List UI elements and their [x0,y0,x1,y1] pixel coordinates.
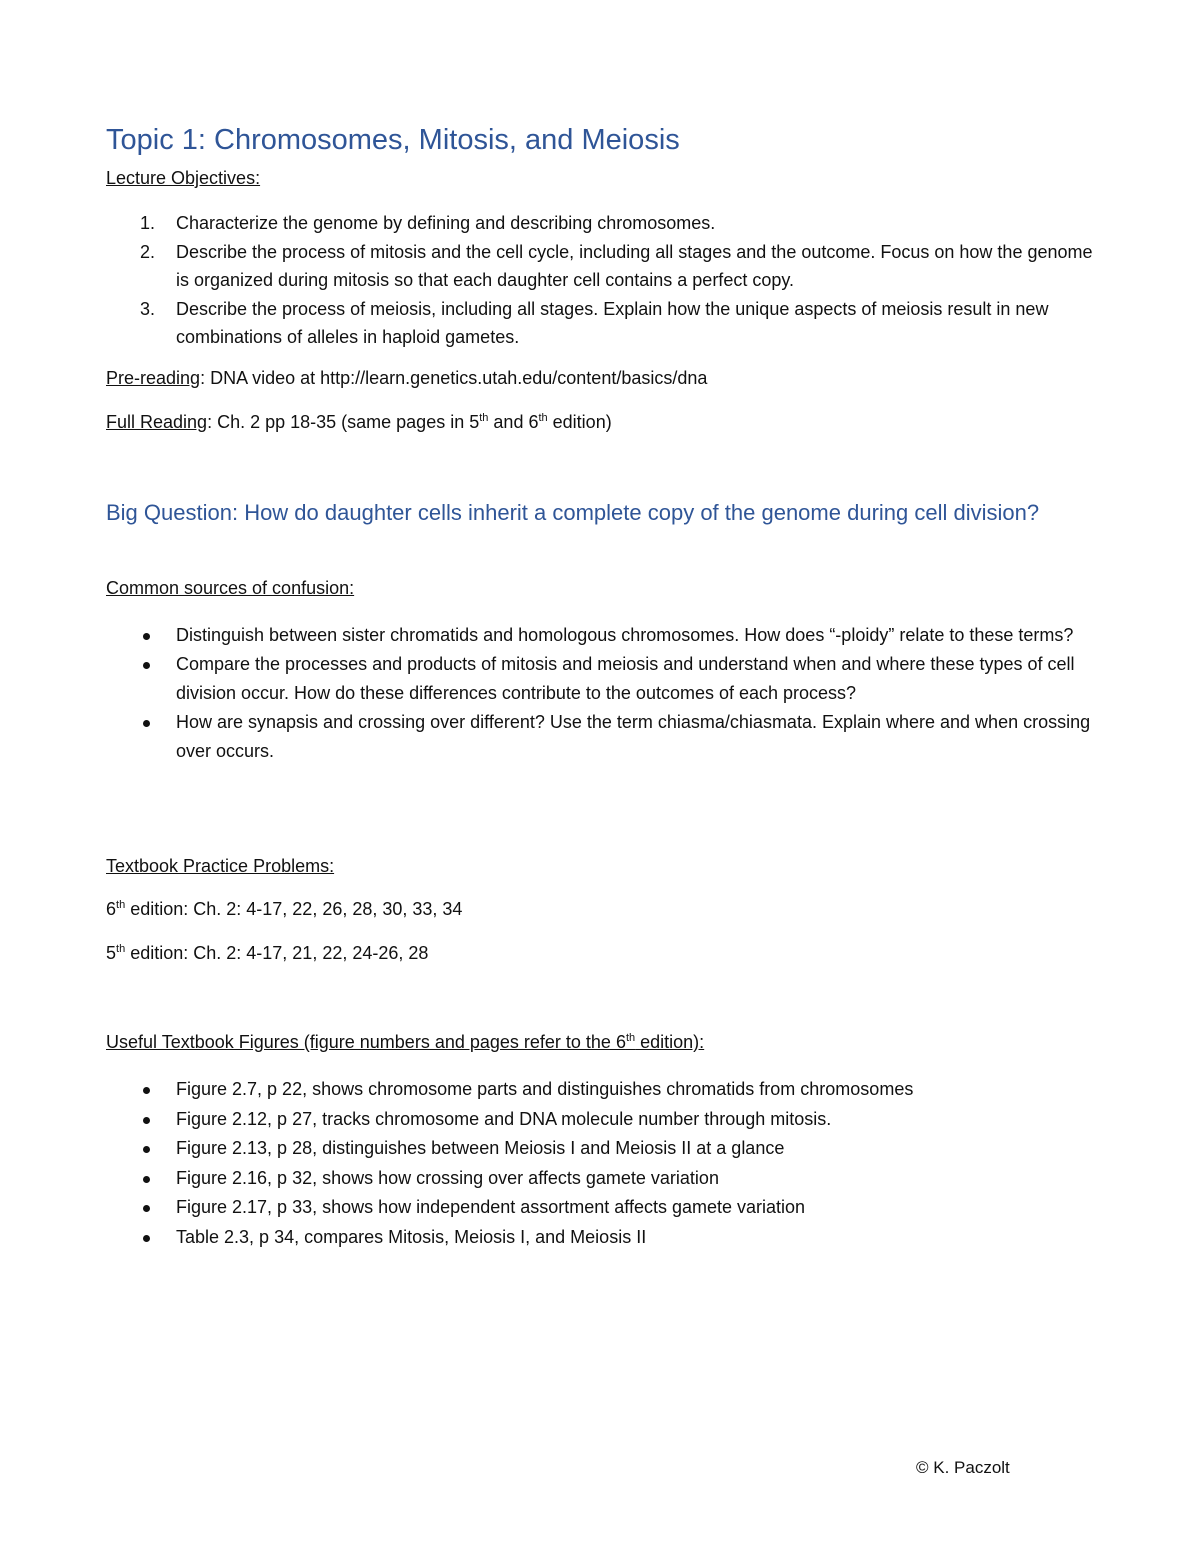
objective-text: Describe the process of meiosis, including all stages. Explain how the unique aspects of meiosis result in new combinations of alleles in haploid gametes. [176,298,1049,347]
prereading-text: : DNA video at http://learn.genetics.utah.edu/content/basics/dna [200,368,708,388]
edition-number: 5 [106,943,117,963]
list-item [106,1193,1096,1223]
full-reading-label: Full Reading [106,412,208,432]
superscript: th [116,943,126,955]
figure-text: Figure 2.17, p 33, shows how independent assortment affects gamete variation [176,1197,806,1218]
confusion-text: Compare the processes and products of mitosis and meiosis and understand when and where these types of cell division occur. How do these differences contribute to the outcomes of each process? [176,654,1075,703]
big-question: Big Question: How do daughter cells inherit a complete copy of the genome during cell division? [106,500,1040,525]
bullet-icon [143,1087,150,1094]
confusion-text: How are synapsis and crossing over different? Use the term chiasma/chiasmata. Explain where and when crossing over occurs. [176,712,1091,761]
bullet-icon [143,1146,150,1153]
confusion-label: Common sources of confusion: [106,578,355,598]
superscript: th [538,412,548,424]
edition-number: 6 [106,899,117,919]
figures-label [106,1032,704,1053]
list-item [106,1105,1096,1135]
bullet-icon [143,1205,150,1212]
objective-item [106,295,1096,352]
figure-text: Figure 2.12, p 27, tracks chromosome and DNA molecule number through mitosis. [176,1108,832,1129]
bullet-icon [143,720,150,727]
prereading-line [106,368,707,389]
figure-text: Figure 2.7, p 22, shows chromosome parts and distinguishes chromatids from chromosomes [176,1079,914,1099]
list-item [106,1075,1096,1105]
confusion-list [106,621,1096,766]
objective-text: Describe the process of mitosis and the cell cycle, including all stages and the outcome. Focus on how the genome is organized during mitosis so that each daughter cell contains a perfect copy. [176,241,1093,290]
figures-label-text: Useful Textbook Figures (figure numbers and pages refer to the 6 [106,1032,626,1052]
prereading-label: Pre-reading [106,368,201,388]
bullet-icon [143,1235,150,1242]
figures-label-text: edition): [635,1032,705,1052]
objective-item [106,209,1096,238]
objectives-label: Lecture Objectives: [106,168,261,188]
objective-text: Characterize the genome by defining and describing chromosomes. [176,213,716,233]
superscript: th [625,1032,636,1044]
bullet-icon [143,633,150,640]
full-reading-text: : Ch. 2 pp 18-35 (same pages in 5 [207,412,480,432]
objective-number: 3. [140,298,156,319]
figure-text: Figure 2.16, p 32, shows how crossing over affects gamete variation [176,1167,719,1188]
objective-number: 2. [140,241,156,262]
bullet-icon [143,662,150,669]
full-reading-text: and 6 [488,412,539,432]
practice-text: edition: Ch. 2: 4-17, 22, 26, 28, 30, 33, 34 [125,899,463,919]
practice-text: edition: Ch. 2: 4-17, 21, 22, 24-26, 28 [125,943,429,963]
figure-text: Table 2.3, p 34, compares Mitosis, Meiosis I, and Meiosis II [176,1226,647,1247]
practice-sixth-line [106,899,462,920]
figure-text: Figure 2.13, p 28, distinguishes between Meiosis I and Meiosis II at a glance [176,1138,785,1159]
bullet-icon [143,1176,150,1183]
page-title: Topic 1: Chromosomes, Mitosis, and Meiosis [106,124,680,156]
superscript: th [116,899,126,911]
copyright-footer: © K. Paczolt [916,1458,1010,1477]
list-item [106,708,1096,766]
full-reading-line [106,412,612,433]
superscript: th [479,412,489,424]
full-reading-text: edition) [547,412,612,432]
practice-label: Textbook Practice Problems: [106,856,335,876]
list-item [106,1134,1096,1164]
objective-number: 1. [140,213,156,233]
list-item [106,1223,1096,1253]
objectives-list [106,209,1096,352]
practice-fifth-line [106,943,428,964]
bullet-icon [143,1117,150,1124]
figures-list [106,1075,1096,1253]
objective-item [106,238,1096,295]
list-item [106,1164,1096,1194]
list-item [106,621,1096,650]
confusion-text: Distinguish between sister chromatids and homologous chromosomes. How does “-ploidy” relate to these terms? [176,625,1074,645]
list-item [106,650,1096,708]
